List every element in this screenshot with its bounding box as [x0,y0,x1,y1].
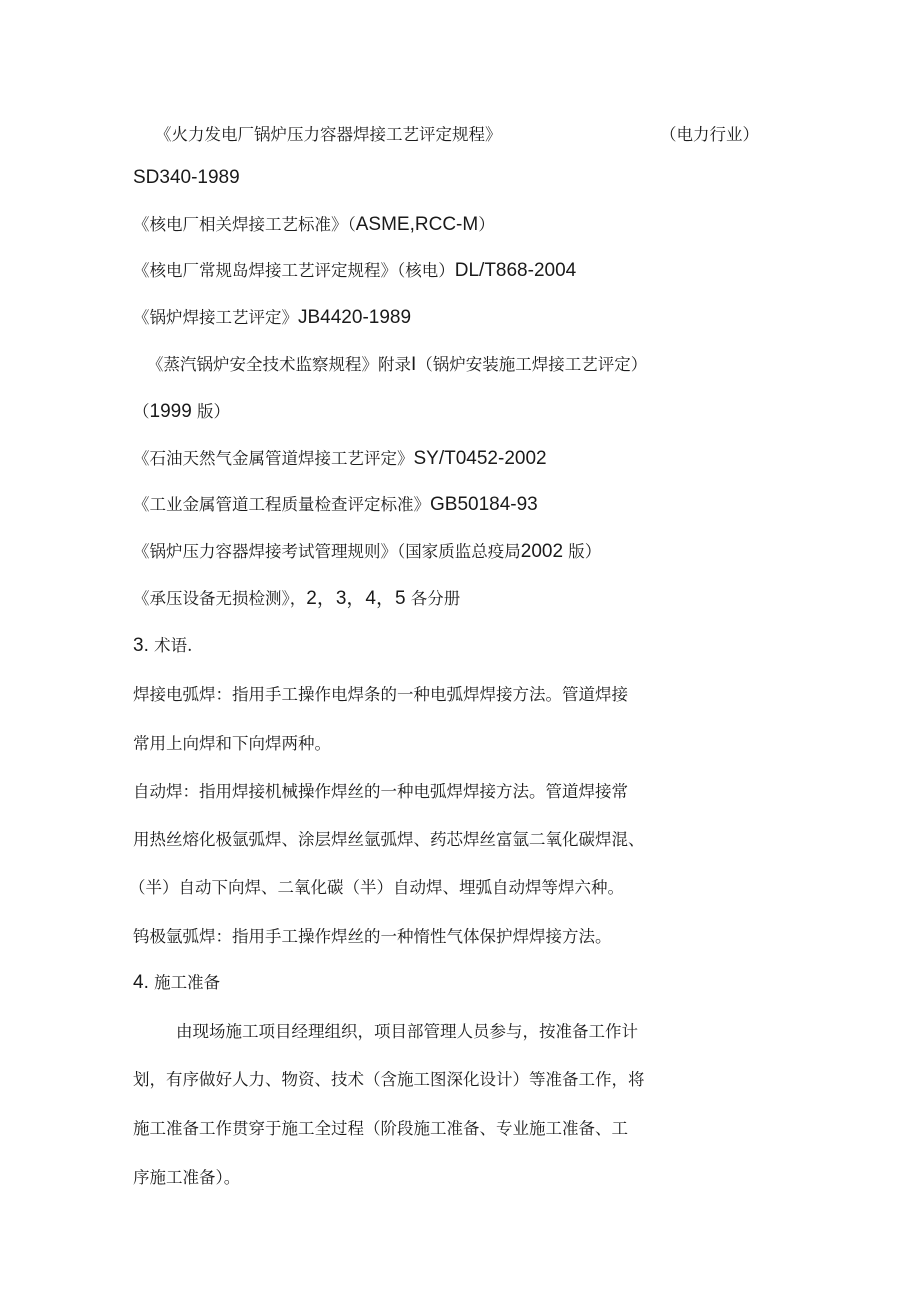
standard-title: 《承压设备无损检测》， [133,589,307,608]
paragraph-line: 常用上向焊和下向焊两种。 [133,734,331,753]
section-number: 4. [133,972,149,993]
section-number: 3. [133,635,149,656]
paragraph-line: 划，有序做好人力、物资、技术（含施工图深化设计）等准备工作，将 [133,1070,645,1089]
paragraph-line: 施工准备工作贯穿于施工全过程（阶段施工准备、专业施工准备、工 [133,1119,628,1138]
standard-suffix: 版） [563,542,602,561]
standard-title: 《蒸汽锅炉安全技术监察规程》附录 [147,355,411,374]
standard-item [133,260,576,282]
standard-code: JB4420-1989 [298,307,412,328]
standard-item [133,494,538,516]
standard-title: 《锅炉压力容器焊接考试管理规则》（国家质监总疫局 [133,542,521,561]
standard-code: 2，3，4，5 [306,588,406,609]
paragraph-line: 钨极氩弧焊：指用手工操作焊丝的一种惰性气体保护焊焊接方法。 [133,927,612,946]
standard-item [133,541,601,563]
standard-edition-line [133,401,230,423]
standard-tag: （电力行业） [660,125,759,144]
edition-year: 1999 [149,401,192,422]
standard-code: SD340-1989 [133,167,240,188]
standard-title: 《锅炉焊接工艺评定》 [133,308,298,327]
standard-code-line [133,167,240,189]
paragraph-line: 自动焊：指用焊接机械操作焊丝的一种电弧焊焊接方法。管道焊接常 [133,782,628,801]
standard-title: 《工业金属管道工程质量检查评定标准》 [133,495,430,514]
standard-item [133,588,460,610]
standard-code: SY/T0452-2002 [413,448,547,469]
section-title: 施工准备 [154,973,221,992]
section-heading [133,972,220,994]
standard-item [133,448,547,470]
standard-title: 《石油天然气金属管道焊接工艺评定》 [133,449,414,468]
paragraph-line: 由现场施工项目经理组织，项目部管理人员参与，按准备工作计 [176,1022,638,1041]
paragraph-line: 焊接电弧焊：指用手工操作电焊条的一种电弧焊焊接方法。管道焊接 [133,685,628,704]
standard-title: 《核电厂相关焊接工艺标准》（ [133,215,356,234]
standard-title: 《核电厂常规岛焊接工艺评定规程》（核电） [133,261,455,280]
section-heading [133,635,192,657]
standard-code: 2002 [520,541,564,562]
standard-item [133,214,495,236]
standard-code: GB50184-93 [430,494,538,515]
paragraph-line: 序施工准备）。 [133,1168,241,1187]
paragraph-line: 用热丝熔化极氩弧焊、涂层焊丝氩弧焊、药芯焊丝富氩二氧化碳焊混、 [133,830,645,849]
standard-item [147,354,647,376]
standard-code: DL/T868-2004 [454,260,577,281]
standard-code: I [411,354,417,375]
standard-suffix: ） [478,215,495,234]
standard-code: ASME,RCC-M [355,214,479,235]
standard-item [155,124,502,146]
edition-close: 版） [191,402,231,421]
section-title: 术语. [154,636,193,655]
standard-title: 《火力发电厂锅炉压力容器焊接工艺评定规程》 [155,125,502,144]
paragraph-line: （半）自动下向焊、二氧化碳（半）自动焊、埋弧自动焊等焊六种。 [129,878,624,897]
standard-suffix: （锅炉安装施工焊接工艺评定） [416,355,648,374]
standard-suffix: 各分册 [405,589,461,608]
edition-open: （ [133,402,150,421]
standard-item [133,307,411,329]
